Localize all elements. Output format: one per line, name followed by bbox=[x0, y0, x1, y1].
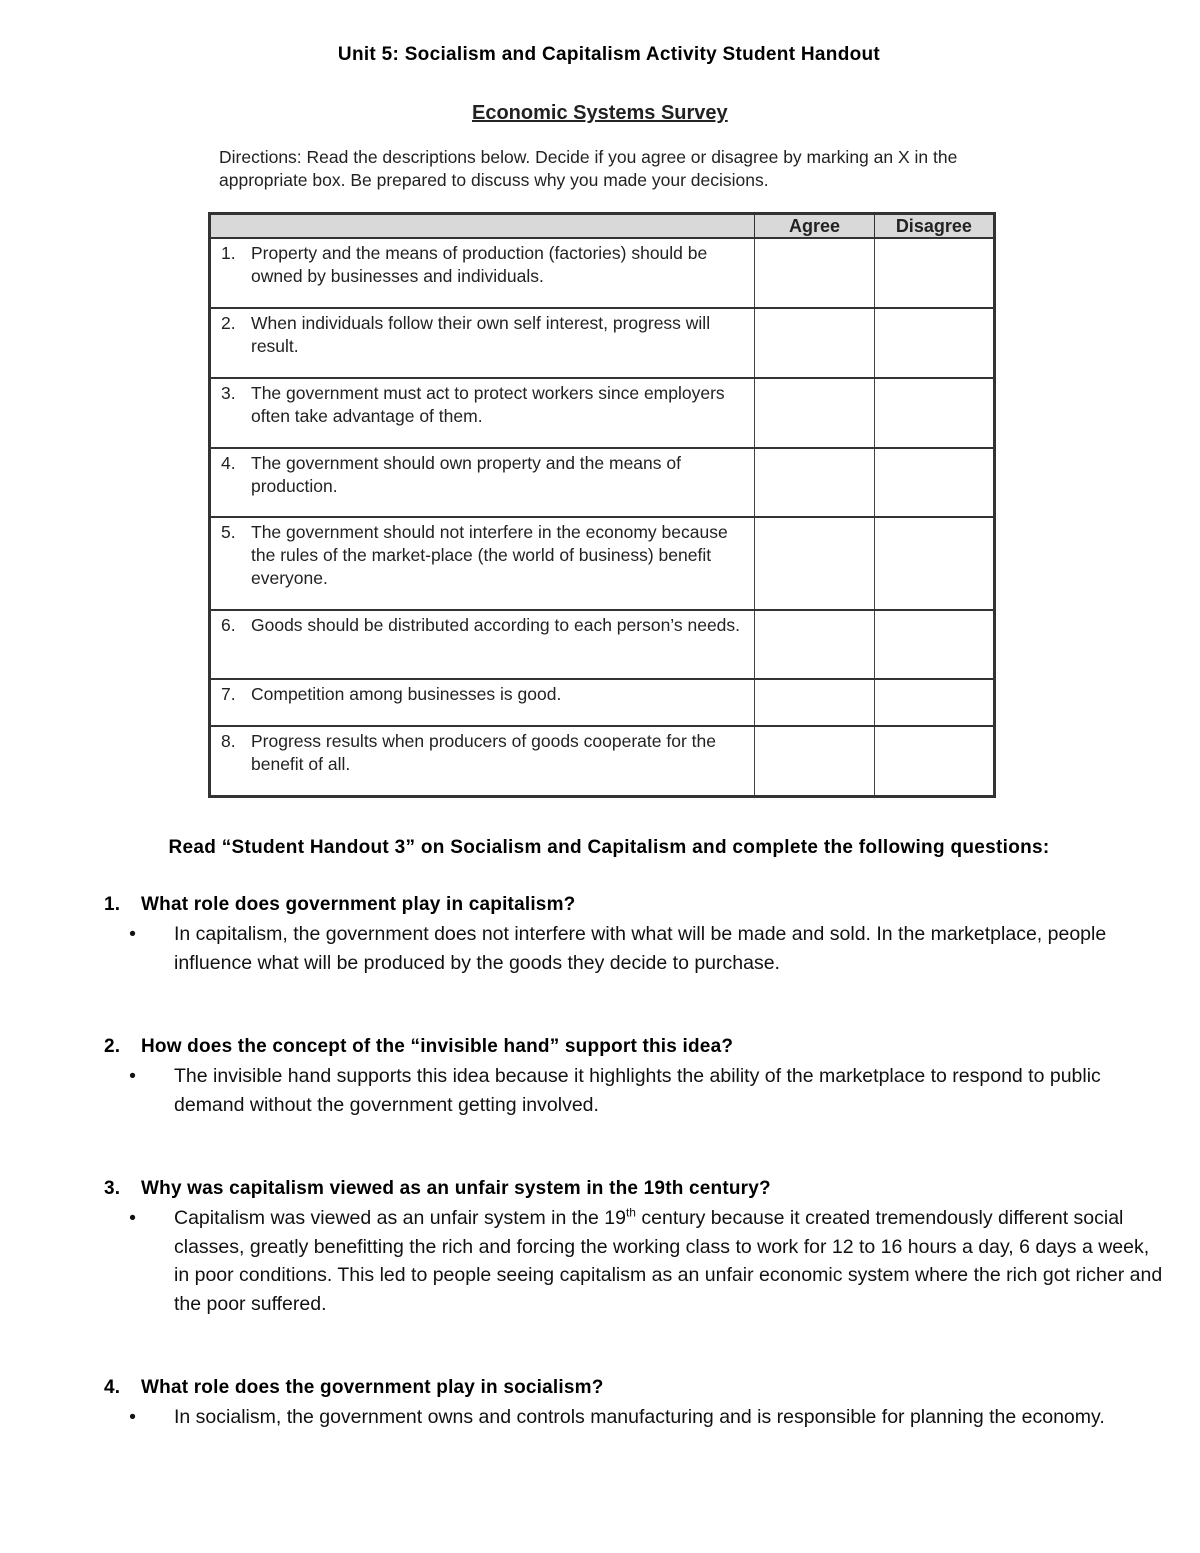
agree-column-header: Agree bbox=[755, 214, 874, 239]
answer-text-start: Capitalism was viewed as an unfair system in the 19 bbox=[174, 1207, 626, 1229]
survey-row bbox=[210, 378, 995, 448]
bullet-icon: • bbox=[129, 923, 136, 945]
survey-row bbox=[210, 448, 995, 517]
questions-heading: Read “Student Handout 3” on Socialism and Capitalism and complete the following questions: bbox=[168, 837, 1050, 858]
agree-checkbox[interactable] bbox=[755, 238, 874, 308]
statement-number: 5. bbox=[221, 522, 236, 542]
question bbox=[104, 1036, 1164, 1058]
survey-row bbox=[210, 308, 995, 378]
answer-text bbox=[174, 1204, 1164, 1318]
answer-text-end: century because it created tremendously different social classes, greatly benefitting the rich and forcing the working class to work for 12 to 16 hours a day, 6 days a week, in poor conditions. This led to people seeing capitalism as an unfair economic system where the rich got richer and the poor suffered. bbox=[174, 1207, 1163, 1315]
statement-cell bbox=[210, 726, 755, 796]
agree-checkbox[interactable] bbox=[755, 308, 874, 378]
statement-number: 1. bbox=[221, 243, 236, 263]
disagree-checkbox[interactable] bbox=[874, 610, 994, 679]
answer bbox=[104, 1204, 1164, 1318]
survey-header-row bbox=[210, 214, 995, 239]
statement-number: 4. bbox=[221, 453, 236, 473]
survey-row bbox=[210, 726, 995, 796]
statement-text: Property and the means of production (factories) should be owned by businesses and individuals. bbox=[251, 243, 708, 286]
survey-table bbox=[208, 212, 996, 798]
statement-number: 8. bbox=[221, 731, 236, 751]
question-number: 1. bbox=[104, 894, 121, 915]
statement-cell bbox=[210, 308, 755, 378]
statement-cell bbox=[210, 679, 755, 726]
question bbox=[104, 894, 1164, 916]
disagree-checkbox[interactable] bbox=[874, 679, 994, 726]
answer bbox=[104, 920, 1164, 977]
question-block bbox=[104, 1036, 1164, 1119]
question bbox=[104, 1178, 1164, 1200]
agree-checkbox[interactable] bbox=[755, 378, 874, 448]
statement-cell bbox=[210, 378, 755, 448]
statement-text: The government should not interfere in the economy because the rules of the market-place (the world of business) benefit everyone. bbox=[251, 522, 728, 588]
question-number: 4. bbox=[104, 1377, 121, 1398]
question-text: How does the concept of the “invisible hand” support this idea? bbox=[141, 1036, 734, 1057]
question-number: 3. bbox=[104, 1178, 121, 1199]
survey-row bbox=[210, 679, 995, 726]
survey-row bbox=[210, 238, 995, 308]
answer-text: In socialism, the government owns and controls manufacturing and is responsible for planning the economy. bbox=[174, 1406, 1105, 1428]
agree-checkbox[interactable] bbox=[755, 517, 874, 610]
statement-number: 3. bbox=[221, 383, 236, 403]
answer-text: The invisible hand supports this idea because it highlights the ability of the marketplace to respond to public demand without the government getting involved. bbox=[174, 1065, 1101, 1116]
disagree-checkbox[interactable] bbox=[874, 726, 994, 796]
answer bbox=[104, 1062, 1164, 1119]
disagree-checkbox[interactable] bbox=[874, 517, 994, 610]
disagree-column-header: Disagree bbox=[874, 214, 994, 239]
statement-column-header bbox=[210, 214, 755, 239]
statement-number: 7. bbox=[221, 684, 236, 704]
disagree-checkbox[interactable] bbox=[874, 448, 994, 517]
statement-cell bbox=[210, 238, 755, 308]
statement-text: Goods should be distributed according to each person’s needs. bbox=[251, 615, 741, 635]
survey-title: Economic Systems Survey bbox=[472, 102, 728, 124]
question-text: What role does the government play in socialism? bbox=[141, 1377, 604, 1398]
agree-checkbox[interactable] bbox=[755, 610, 874, 679]
question-block bbox=[104, 1178, 1164, 1318]
agree-checkbox[interactable] bbox=[755, 726, 874, 796]
statement-text: When individuals follow their own self interest, progress will result. bbox=[251, 313, 711, 356]
statement-text: The government should own property and the means of production. bbox=[251, 453, 681, 496]
survey-row bbox=[210, 517, 995, 610]
survey-row bbox=[210, 610, 995, 679]
statement-number: 2. bbox=[221, 313, 236, 333]
statement-text: Progress results when producers of goods cooperate for the benefit of all. bbox=[251, 731, 716, 774]
question-text: What role does government play in capitalism? bbox=[141, 894, 576, 915]
question-number: 2. bbox=[104, 1036, 121, 1057]
bullet-icon: • bbox=[129, 1406, 136, 1428]
answer-text: In capitalism, the government does not interfere with what will be made and sold. In the marketplace, people influence what will be produced by the goods they decide to purchase. bbox=[174, 923, 1107, 974]
question-block bbox=[104, 1377, 1164, 1432]
agree-checkbox[interactable] bbox=[755, 679, 874, 726]
superscript-th: th bbox=[625, 1205, 636, 1220]
bullet-icon: • bbox=[129, 1065, 136, 1087]
disagree-checkbox[interactable] bbox=[874, 378, 994, 448]
survey-directions: Directions: Read the descriptions below. Decide if you agree or disagree by marking an X in the appropriate box. Be prepared to discuss why you made your decisions. bbox=[219, 147, 958, 190]
statement-number: 6. bbox=[221, 615, 236, 635]
question-text: Why was capitalism viewed as an unfair system in the 19th century? bbox=[141, 1178, 771, 1199]
statement-cell bbox=[210, 448, 755, 517]
disagree-checkbox[interactable] bbox=[874, 238, 994, 308]
answer bbox=[104, 1403, 1164, 1432]
disagree-checkbox[interactable] bbox=[874, 308, 994, 378]
page-title: Unit 5: Socialism and Capitalism Activity Student Handout bbox=[337, 44, 881, 65]
agree-checkbox[interactable] bbox=[755, 448, 874, 517]
question-block bbox=[104, 894, 1164, 977]
statement-text: The government must act to protect workers since employers often take advantage of them. bbox=[251, 383, 725, 426]
statement-cell bbox=[210, 610, 755, 679]
bullet-icon: • bbox=[129, 1207, 136, 1229]
statement-text: Competition among businesses is good. bbox=[251, 684, 562, 704]
statement-cell bbox=[210, 517, 755, 610]
question bbox=[104, 1377, 1164, 1399]
